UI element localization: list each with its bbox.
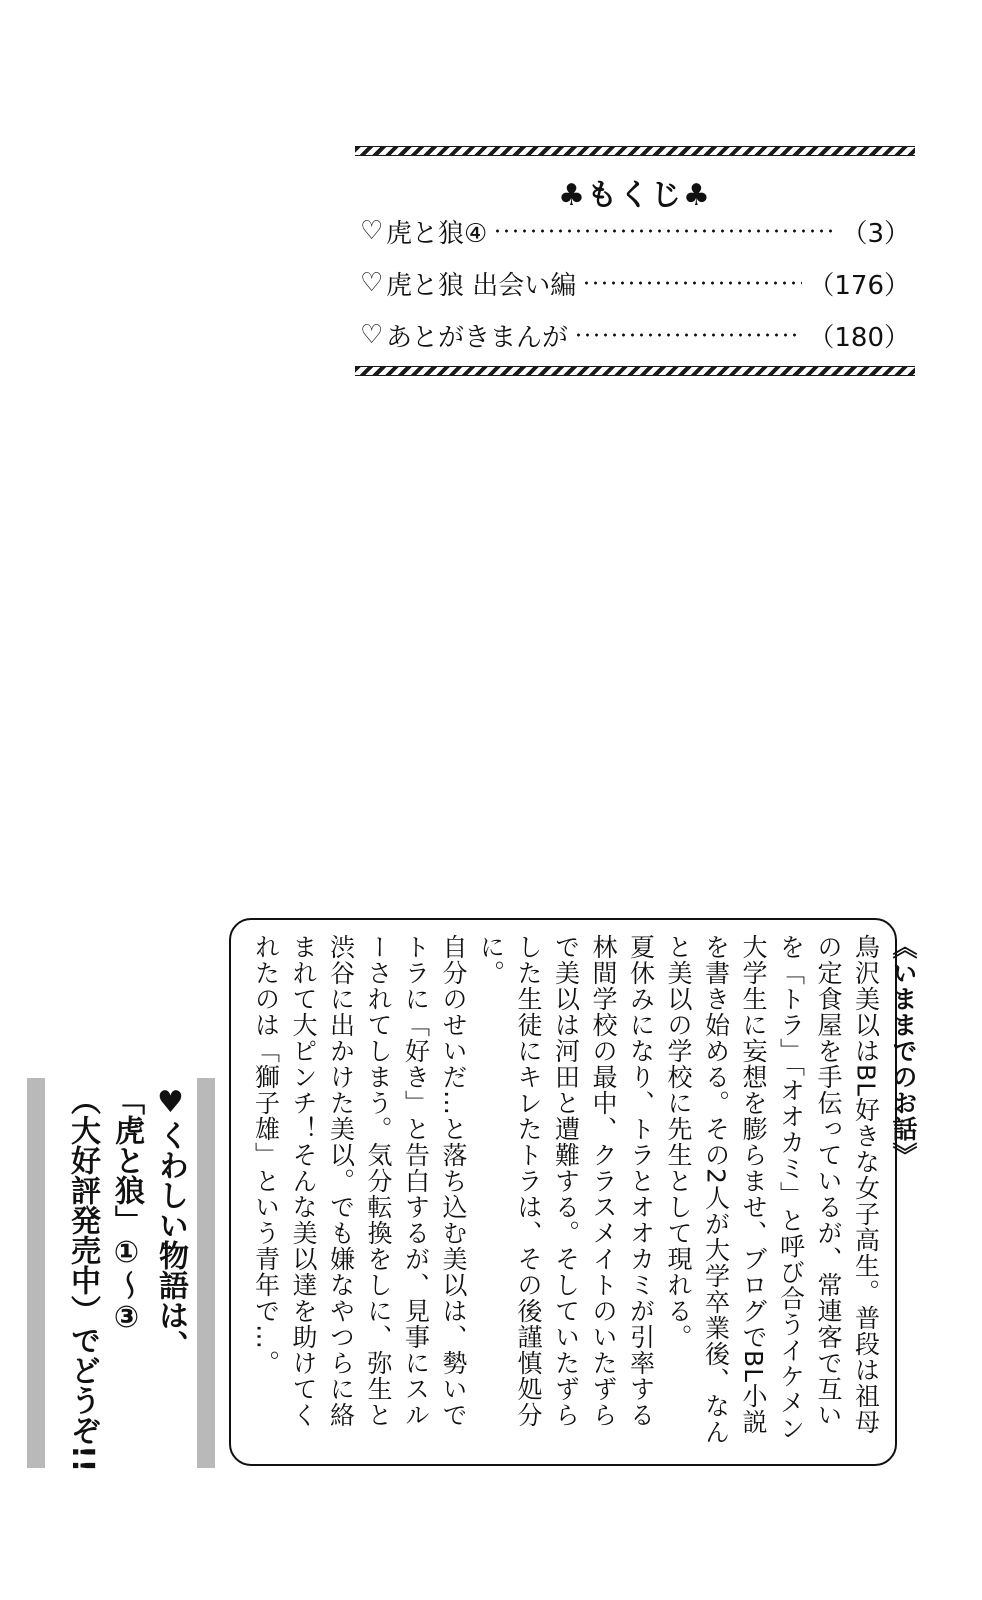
promo-line: 「虎と狼」①〜③ [109,1085,144,1335]
promo-side-bar [197,1078,215,1468]
promo-line: ♥くわしい物語は、 [153,1085,188,1360]
toc-item[interactable] [360,262,910,304]
toc-item-page: （3） [841,218,910,249]
promo-side-bar [27,1078,45,1468]
toc-leader-dots [582,281,802,285]
story-paragraph: 夏休みになり、トラとオオカミが引率する林間学校の最中、クラスメイトのいたずらで美以は河田と遭難する。そしていたずらした生徒にキレたトラは、その後謹慎処分に。 [476,934,656,1428]
story-summary-text [247,934,922,1452]
toc-item-page: （176） [808,270,910,301]
heart-outline-icon: ♡ [360,216,384,246]
toc-item-label: 虎と狼④ [386,218,488,249]
toc-top-border [355,146,915,156]
heart-outline-icon: ♡ [360,268,384,298]
toc-item[interactable] [360,314,910,356]
story-summary-title: 《いままでのお話》 [889,934,918,1168]
heart-outline-icon: ♡ [360,320,384,350]
toc-leader-dots [493,229,835,233]
toc-title: ♣もくじ♣ [558,178,712,213]
toc-item-label: あとがきまんが [386,322,569,353]
story-paragraph: 自分のせいだ…と落ち込む美以は、勢いでトラに「好き」と告白するが、見事にスルーされてしまう。気分転換をしに、弥生と渋谷に出かけた美以。でも嫌なやつらに絡まれて大ピンチ！そんな美以達を助けてくれたのは「獅子雄」という青年で…。 [251,934,468,1428]
promo-note [52,1085,192,1585]
toc-item-label: 虎と狼 出会い編 [386,270,577,301]
toc-leader-dots [574,333,802,337]
toc-item-page: （180） [808,322,910,353]
story-summary-box [229,918,918,1466]
promo-line: （大好評発売中）でどうぞ!! [65,1085,100,1473]
toc-bottom-border [355,366,915,376]
story-paragraph: 鳥沢美以はBL好きな女子高生。普段は祖母の定食屋を手伝っているが、常連客で互いを「トラ」「オオカミ」と呼び合うイケメン大学生に妄想を膨らませ、ブログでBL小説を書き始める。その2人が大学卒業後、なんと美以の学校に先生として現れる。 [664,934,881,1445]
toc-item[interactable] [360,210,910,252]
